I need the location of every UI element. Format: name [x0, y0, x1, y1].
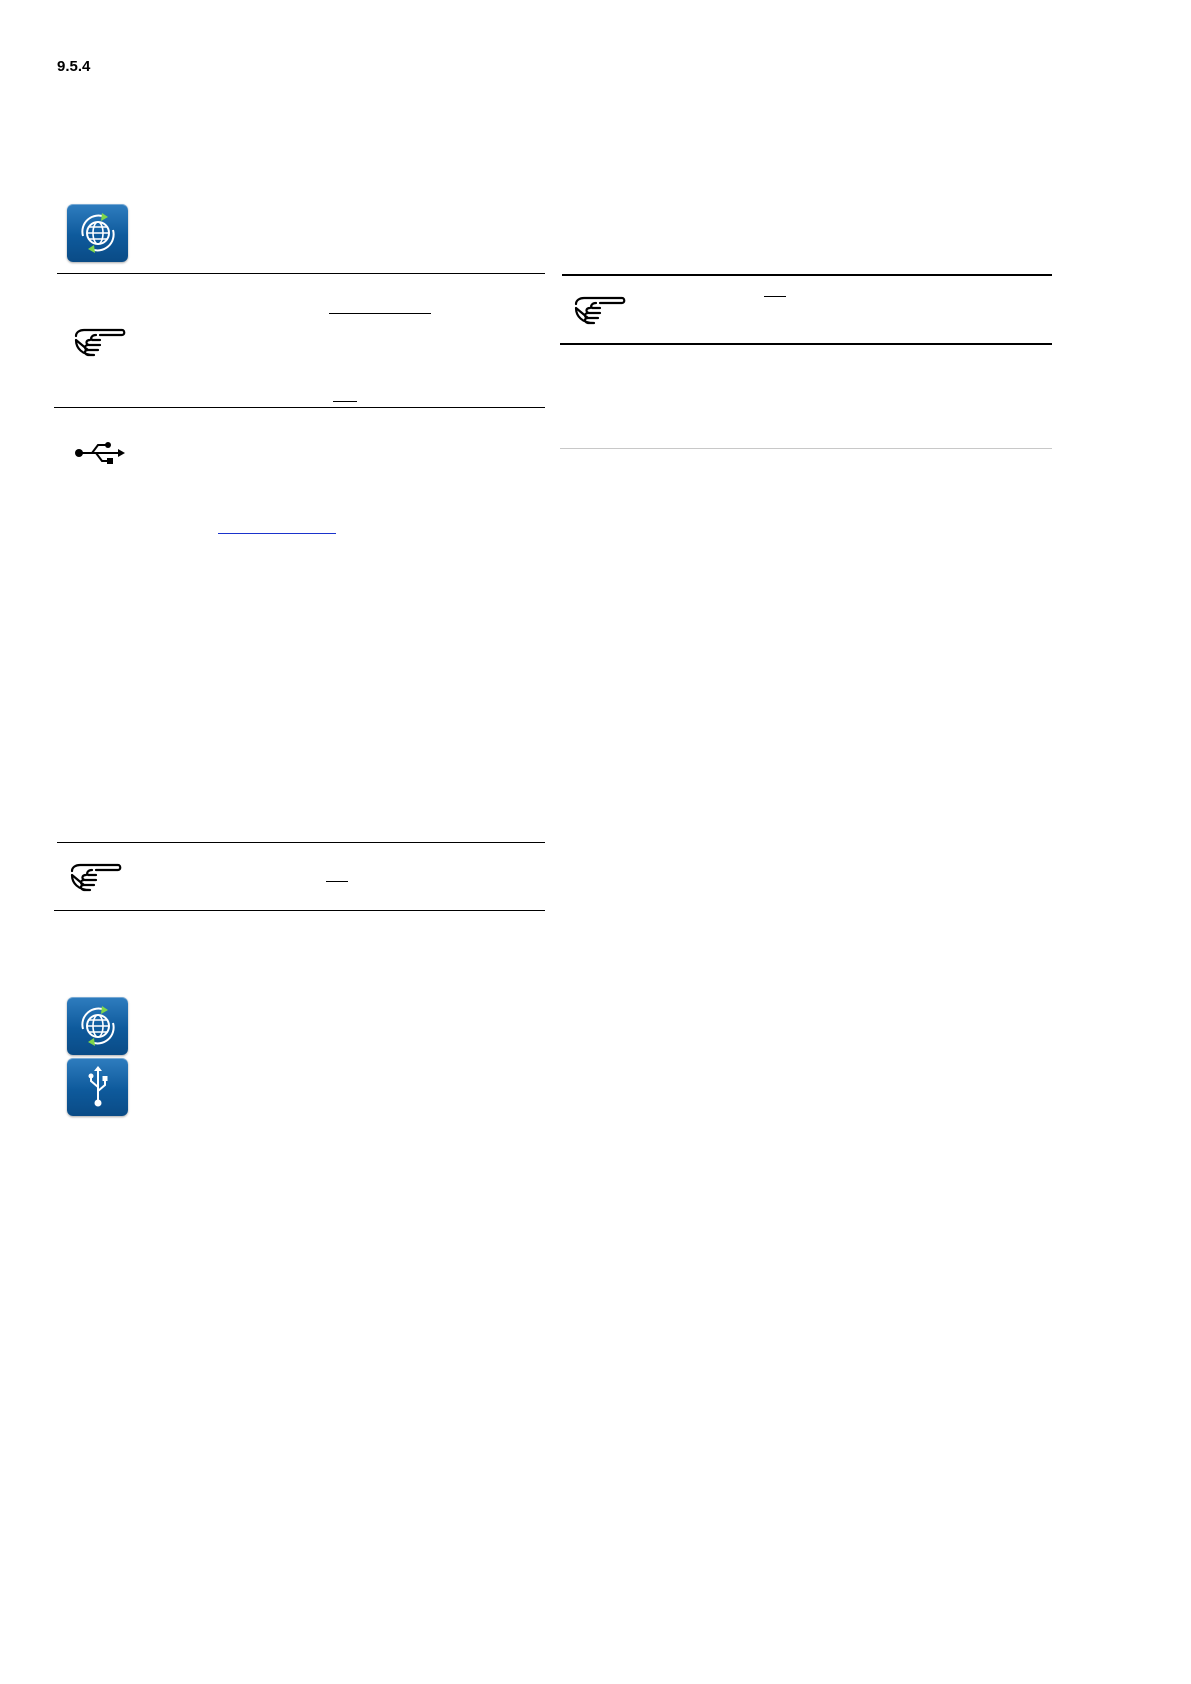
- link-underline[interactable]: [218, 533, 336, 534]
- note-box-top-rule: [57, 842, 545, 843]
- usb-symbol-icon: [74, 440, 126, 466]
- globe-update-icon: [75, 1003, 121, 1049]
- update-tile: [67, 204, 128, 262]
- note-box-bottom-rule: [560, 343, 1052, 345]
- update-tile: [67, 997, 128, 1055]
- divider: [560, 448, 1052, 449]
- usb-icon: [83, 1065, 113, 1109]
- underline-mark: [329, 313, 431, 314]
- underline-mark: [764, 296, 786, 297]
- globe-update-icon: [75, 210, 121, 256]
- pointing-hand-icon: [572, 294, 628, 326]
- section-number: 9.5.4: [57, 58, 91, 75]
- pointing-hand-icon: [68, 861, 124, 893]
- usb-tile: [67, 1058, 128, 1116]
- underline-mark: [326, 881, 348, 882]
- note-box-bottom-rule: [54, 910, 545, 911]
- underline-mark: [333, 401, 357, 402]
- note-box-top-rule: [57, 273, 545, 274]
- pointing-hand-icon: [72, 326, 128, 358]
- note-box-top-rule: [562, 274, 1052, 276]
- note-box-bottom-rule: [54, 407, 545, 408]
